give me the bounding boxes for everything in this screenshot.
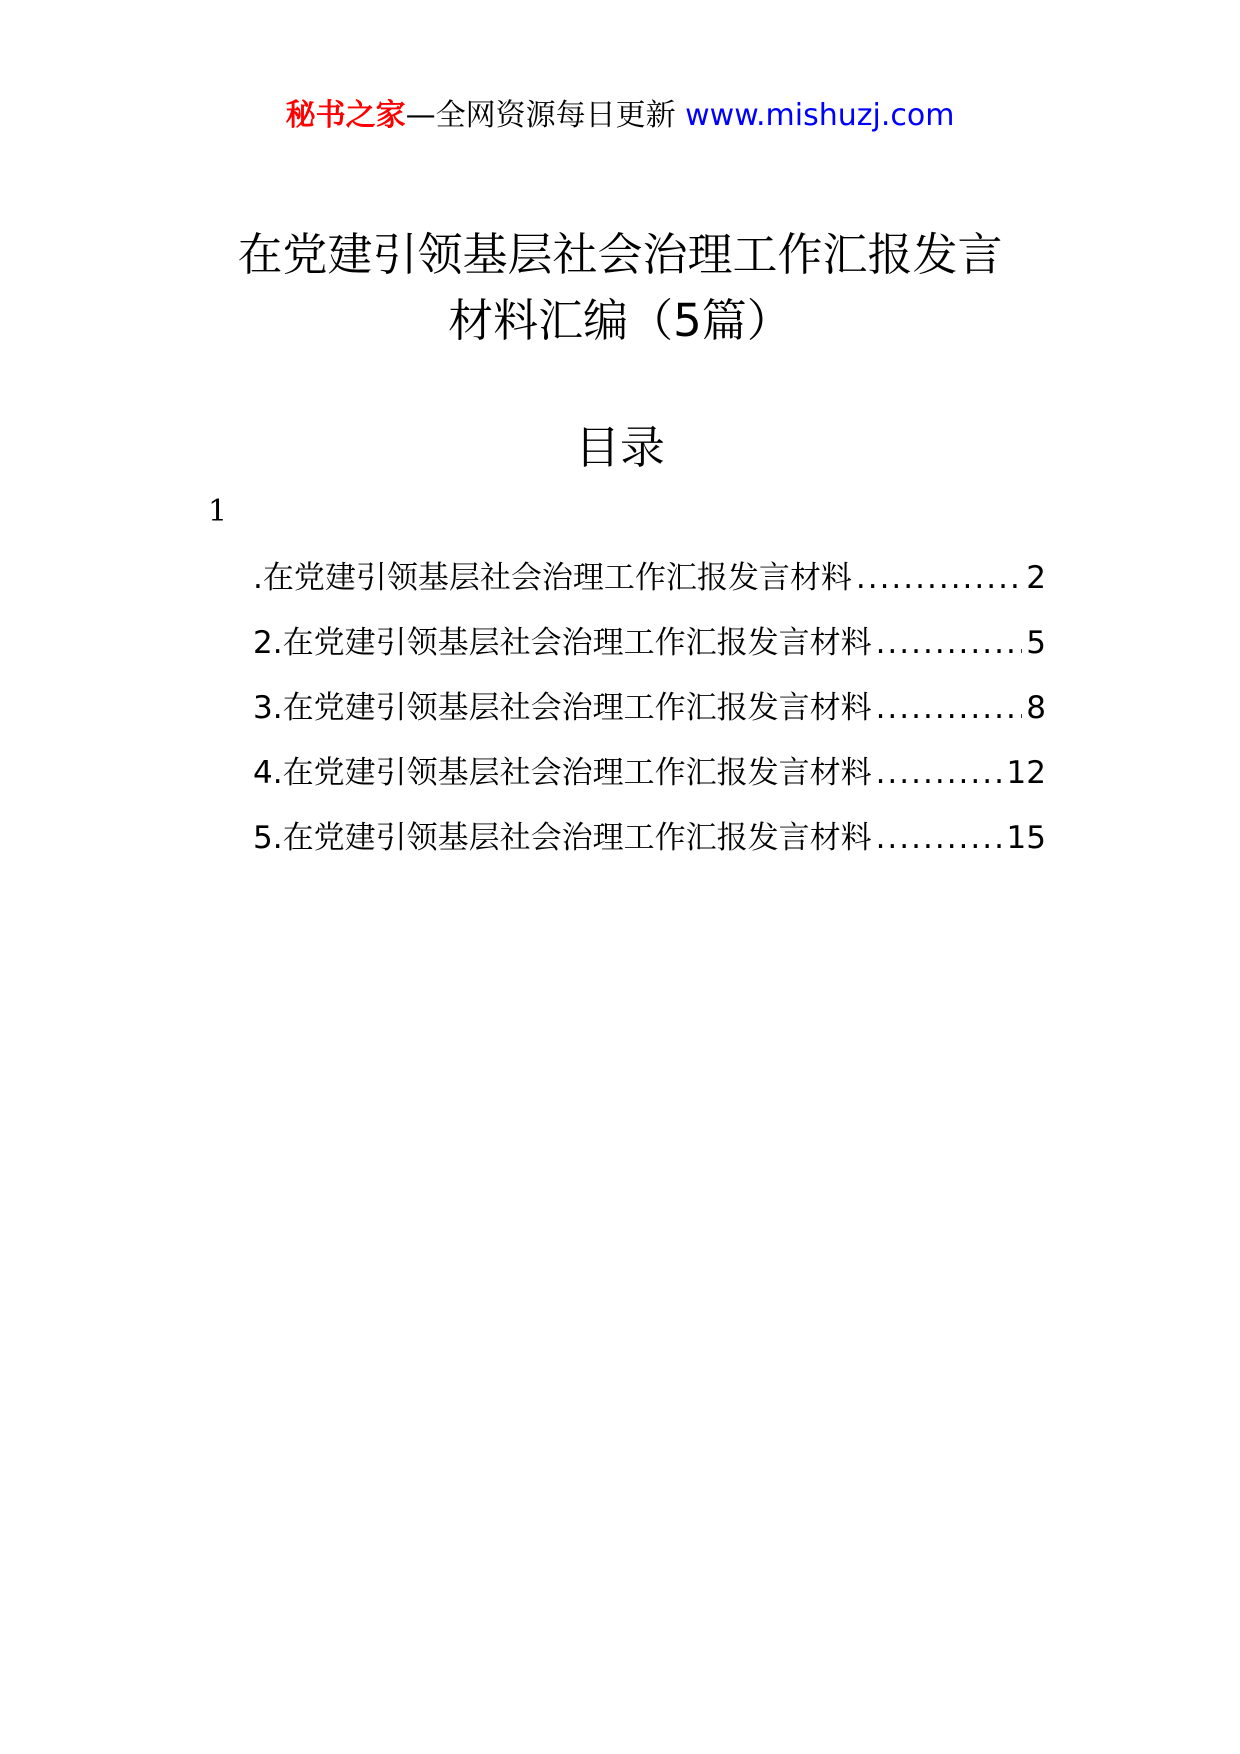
site-header — [0, 96, 1240, 136]
document-title — [0, 222, 1240, 354]
table-of-contents — [253, 556, 1046, 881]
toc-entry-title: 4.在党建引领基层社会治理工作汇报发言材料 — [253, 755, 872, 791]
toc-entry-title: 3.在党建引领基层社会治理工作汇报发言材料 — [253, 690, 872, 726]
toc-entry-title: 5.在党建引领基层社会治理工作汇报发言材料 — [253, 820, 872, 856]
toc-entry-3[interactable] — [253, 686, 1046, 751]
brand-name: 秘书之家 — [285, 98, 406, 133]
toc-entry-title: 2.在党建引领基层社会治理工作汇报发言材料 — [253, 625, 872, 661]
toc-entry-1[interactable] — [253, 556, 1046, 621]
toc-page-number: 12 — [1006, 755, 1046, 791]
stray-list-number: 1 — [208, 494, 228, 529]
toc-page-number: 15 — [1006, 820, 1046, 856]
toc-leader-dots — [876, 621, 1023, 665]
toc-entry-5[interactable] — [253, 816, 1046, 881]
toc-entry-4[interactable] — [253, 751, 1046, 816]
toc-page-number: 5 — [1026, 625, 1046, 661]
site-url-link[interactable]: www.mishuzj.com — [685, 98, 955, 133]
toc-page-number: 2 — [1026, 560, 1046, 596]
toc-heading: 目录 — [574, 421, 665, 474]
toc-entry-2[interactable] — [253, 621, 1046, 686]
header-slogan: —全网资源每日更新 — [405, 98, 676, 133]
document-title-line-1: 在党建引领基层社会治理工作汇报发言 — [237, 228, 1003, 281]
toc-page-number: 8 — [1026, 690, 1046, 726]
toc-entry-title: .在党建引领基层社会治理工作汇报发言材料 — [253, 560, 852, 596]
toc-leader-dots — [876, 816, 1003, 860]
toc-leader-dots — [876, 751, 1003, 795]
toc-leader-dots — [856, 556, 1022, 600]
toc-leader-dots — [876, 686, 1023, 730]
document-title-line-2: 材料汇编（5篇） — [448, 294, 792, 347]
